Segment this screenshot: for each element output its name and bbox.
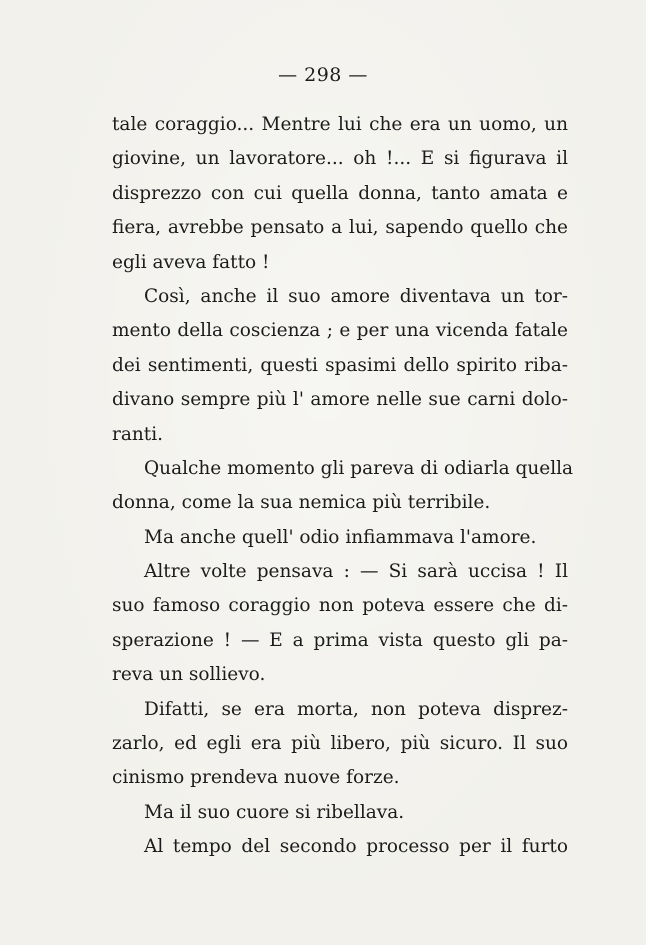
text-line: cinismo prendeva nuove forze. <box>112 767 400 789</box>
text-line: Così, anche il suo amore diventava un tor- <box>144 285 568 307</box>
text-line: ranti. <box>112 423 164 445</box>
text-line: Qualche momento gli pareva di odiarla quella <box>144 457 574 479</box>
text-line: divano sempre più l' amore nelle sue carni dolo- <box>112 389 568 411</box>
text-line: sperazione ! — E a prima vista questo gli pa- <box>112 629 568 651</box>
text-line: reva un sollievo. <box>112 664 266 686</box>
text-line: Ma anche quell' odio infiammava l'amore. <box>144 526 537 548</box>
text-line: fiera, avrebbe pensato a lui, sapendo quello che <box>112 217 568 239</box>
body-text <box>112 108 574 865</box>
text-line: donna, come la sua nemica più terribile. <box>112 492 491 514</box>
text-line: disprezzo con cui quella donna, tanto amata e <box>112 182 568 204</box>
text-line: egli aveva fatto ! <box>112 251 270 273</box>
text-line: tale coraggio... Mentre lui che era un uomo, un <box>112 114 568 135</box>
text-line: Ma il suo cuore si ribellava. <box>144 801 405 823</box>
page-number: — 298 — <box>278 64 368 86</box>
text-line: suo famoso coraggio non poteva essere che di- <box>112 595 568 617</box>
text-line: giovine, un lavoratore... oh !... E si figurava il <box>112 148 568 170</box>
text-line: zarlo, ed egli era più libero, più sicuro. Il suo <box>112 733 568 755</box>
text-line: dei sentimenti, questi spasimi dello spirito riba- <box>112 354 568 376</box>
text-line: mento della coscienza ; e per una vicenda fatale <box>112 320 568 342</box>
text-line: Al tempo del secondo processo per il furto <box>144 836 568 858</box>
text-line: Altre volte pensava : — Si sarà uccisa ! Il <box>144 561 568 583</box>
text-line: Difatti, se era morta, non poteva disprez- <box>144 698 568 720</box>
